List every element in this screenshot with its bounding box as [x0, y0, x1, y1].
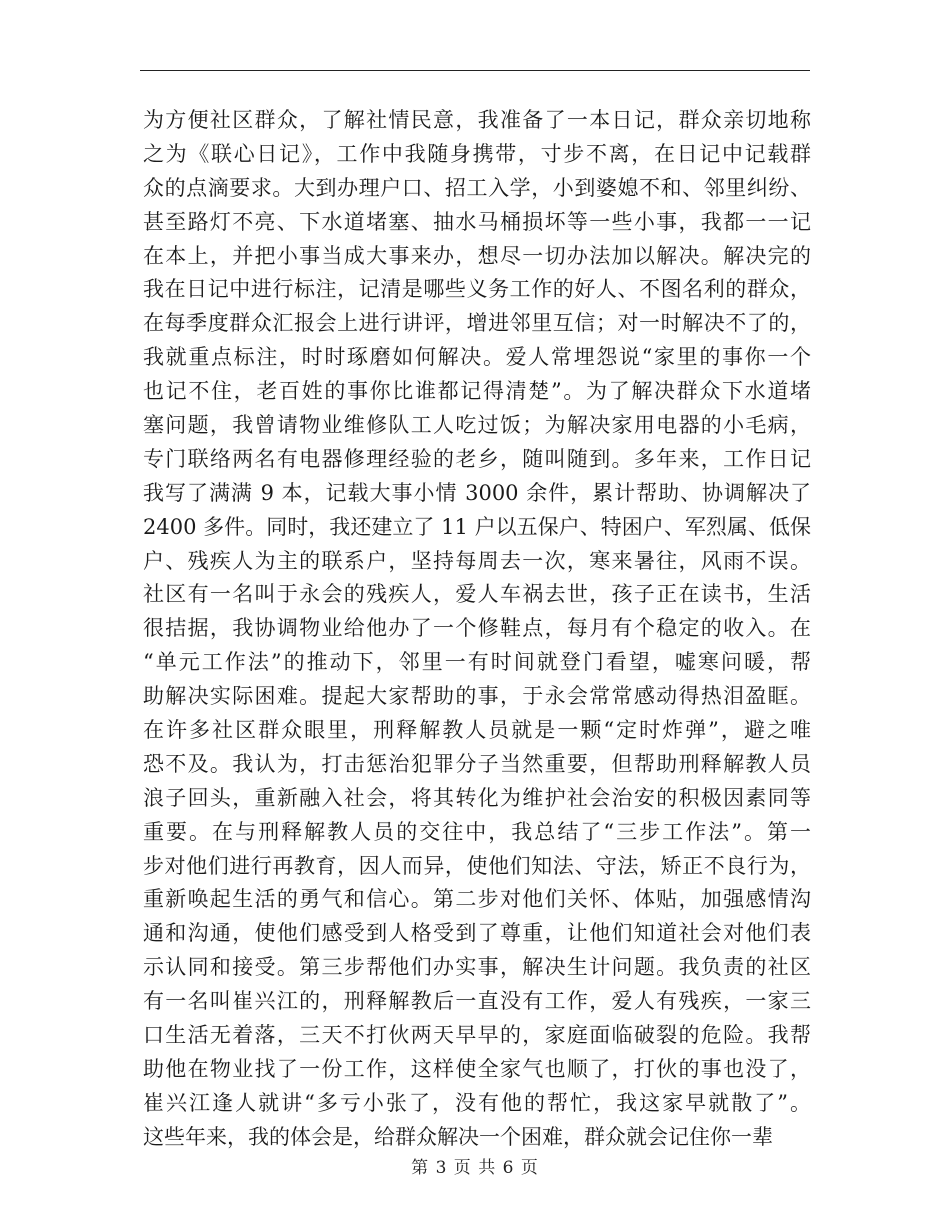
text-line: 浪子回头，重新融入社会，将其转化为维护社会治安的积极因素同等: [143, 785, 811, 810]
text-line: 助解决实际困难。提起大家帮助的事，于永会常常感动得热泪盈眶。: [143, 684, 811, 709]
text-line: 户、残疾人为主的联系户，坚持每周去一次，寒来暑往，风雨不误。: [143, 548, 811, 573]
document-body: [143, 104, 811, 1155]
text-line: 我写了满满 9 本，记载大事小情 3000 余件，累计帮助、协调解决了: [143, 480, 811, 505]
text-line: 我在日记中进行标注，记清是哪些义务工作的好人、不图名利的群众，: [143, 277, 811, 302]
text-line: 重要。在与刑释解教人员的交往中，我总结了“三步工作法”。第一: [143, 819, 811, 844]
text-line: 重新唤起生活的勇气和信心。第二步对他们关怀、体贴，加强感情沟: [143, 887, 811, 912]
text-line: 在本上，并把小事当成大事来办，想尽一切办法加以解决。解决完的: [143, 243, 811, 268]
text-line: 助他在物业找了一份工作，这样使全家气也顺了，打伙的事也没了，: [143, 1056, 811, 1081]
text-line: 甚至路灯不亮、下水道堵塞、抽水马桶损坏等一些小事，我都一一记: [143, 209, 811, 234]
header-rule: [140, 70, 810, 71]
text-line: 社区有一名叫于永会的残疾人，爱人车祸去世，孩子正在读书，生活: [143, 582, 811, 607]
text-line: 也记不住，老百姓的事你比谁都记得清楚”。为了解决群众下水道堵: [143, 379, 811, 404]
text-line: 在许多社区群众眼里，刑释解教人员就是一颗“定时炸弹”，避之唯: [143, 718, 811, 743]
text-line: 之为《联心日记》，工作中我随身携带，寸步不离，在日记中记载群: [143, 141, 811, 166]
text-line: 塞问题，我曾请物业维修队工人吃过饭；为解决家用电器的小毛病，: [143, 413, 811, 438]
text-line: 这些年来，我的体会是，给群众解决一个困难，群众就会记住你一辈: [143, 1124, 773, 1149]
text-line: 我就重点标注，时时琢磨如何解决。爱人常埋怨说“家里的事你一个: [143, 345, 811, 370]
text-line: 示认同和接受。第三步帮他们办实事，解决生计问题。我负责的社区: [143, 955, 811, 980]
page-footer: 第 3 页 共 6 页: [411, 1158, 539, 1178]
text-line: 口生活无着落，三天不打伙两天早早的，家庭面临破裂的危险。我帮: [143, 1023, 811, 1048]
text-line: 为方便社区群众，了解社情民意，我准备了一本日记，群众亲切地称: [143, 108, 811, 132]
text-line: 2400 多件。同时，我还建立了 11 户以五保户、特困户、军烈属、低保: [143, 514, 811, 539]
text-line: 有一名叫崔兴江的，刑释解教后一直没有工作，爱人有残疾，一家三: [143, 989, 811, 1014]
text-line: 在每季度群众汇报会上进行讲评，增进邻里互信；对一时解决不了的，: [143, 311, 811, 336]
text-line: 恐不及。我认为，打击惩治犯罪分子当然重要，但帮助刑释解教人员: [143, 751, 811, 776]
text-line: “单元工作法”的推动下，邻里一有时间就登门看望，嘘寒问暖，帮: [143, 650, 811, 675]
text-line: 很拮据，我协调物业给他办了一个修鞋点，每月有个稳定的收入。在: [143, 616, 811, 641]
text-line: 步对他们进行再教育，因人而异，使他们知法、守法，矫正不良行为，: [143, 853, 811, 878]
text-line: 专门联络两名有电器修理经验的老乡，随叫随到。多年来，工作日记: [143, 446, 811, 471]
text-line: 众的点滴要求。大到办理户口、招工入学，小到婆媳不和、邻里纠纷、: [143, 175, 811, 200]
text-line: 通和沟通，使他们感受到人格受到了尊重，让他们知道社会对他们表: [143, 921, 811, 946]
text-line: 崔兴江逢人就讲“多亏小张了，没有他的帮忙，我这家早就散了”。: [143, 1090, 811, 1115]
